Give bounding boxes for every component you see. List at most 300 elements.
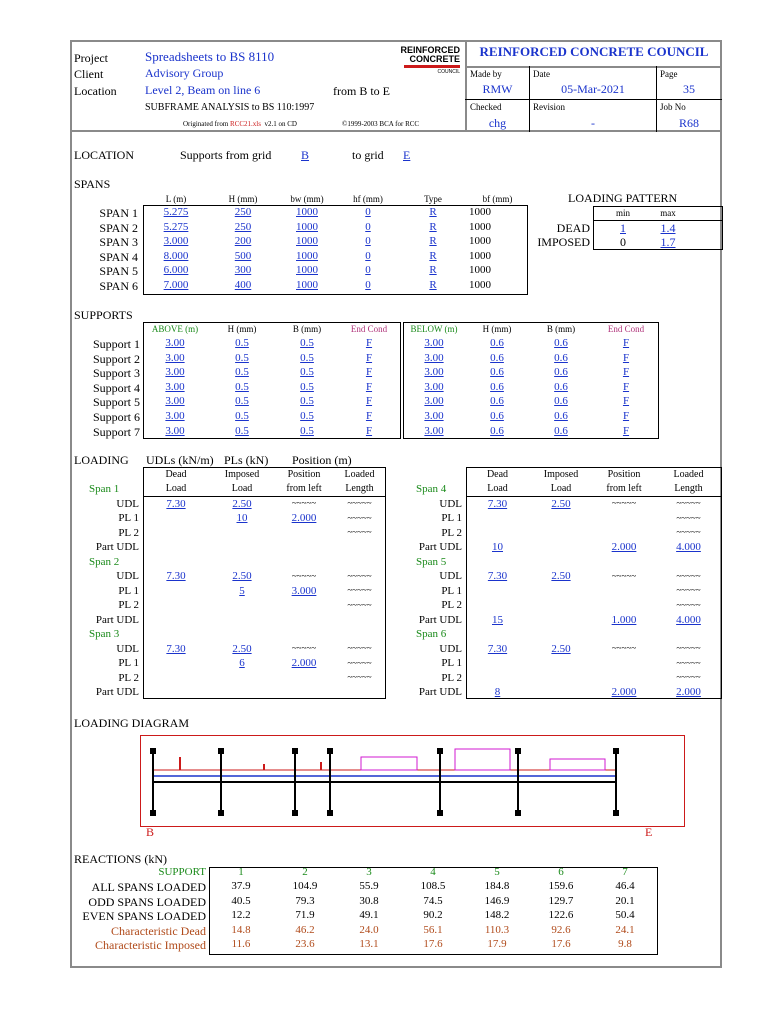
support-row-label: Support 4 [92,380,140,395]
span-cell-H[interactable]: 250 [234,220,252,233]
span-cell-hf[interactable]: 0 [365,235,371,247]
support-row-label: Support 5 [92,395,140,410]
udl-dead[interactable]: 7.30 [166,497,186,510]
lp-dead-min[interactable]: 1 [620,221,626,235]
udl-imposed[interactable]: 2.50 [232,642,252,655]
job-value[interactable]: R68 [678,116,699,130]
pl1-len-blank: ~~~~~ [347,585,372,596]
page-label: Page [660,69,678,79]
pl1-len-blank: ~~~~~ [676,657,701,668]
support-cell-ah[interactable]: 0.5 [235,380,249,393]
reaction-support-number: 6 [558,866,564,878]
page-value[interactable]: 35 [683,82,695,96]
spans-title: SPANS [74,177,111,191]
loading-col-header: Load [231,483,253,494]
reaction-value: 110.3 [484,923,510,936]
udl-dead[interactable]: 7.30 [487,642,508,655]
support-cell-ah[interactable]: 0.5 [235,410,249,422]
support-cell-ab[interactable]: 0.5 [300,337,314,349]
udl-imposed[interactable]: 2.50 [551,642,571,655]
span-cell-hf[interactable]: 0 [365,264,371,276]
loading-row-label: PL 2 [118,526,139,539]
support-row-label: Support 3 [92,366,140,381]
location-title: LOCATION [74,148,134,162]
span-row-label: SPAN 4 [99,249,138,264]
reaction-value: 24.1 [615,923,635,936]
support-cell-bh[interactable]: 0.6 [490,410,504,422]
to-grid-value[interactable]: E [403,148,411,162]
reaction-value: 71.9 [295,909,315,921]
reaction-support-number: 7 [622,866,628,878]
span-cell-type[interactable]: R [429,206,437,218]
loading-col-header: Length [674,483,703,494]
udl-pos-blank: ~~~~~ [291,643,317,654]
loading-row-label: Part UDL [418,613,462,626]
loading-row-label: UDL [116,497,139,510]
pl1-len-blank: ~~~~~ [347,512,372,523]
span-cell-type[interactable]: R [429,264,437,276]
support-cell-a[interactable]: 3.00 [165,395,185,408]
support-row-label: Support 1 [92,337,140,351]
loading-col-header: Loaded [344,469,375,480]
supports-col-header: End Cond [607,324,645,334]
supports-col-header: H (mm) [482,324,512,334]
support-cell-a[interactable]: 3.00 [165,380,185,393]
part-udl-dead[interactable]: 15 [492,613,503,626]
reaction-value: 184.8 [484,880,510,892]
support-cell-ac[interactable]: F [365,366,373,379]
loading-row-label: Part UDL [418,541,462,553]
support-cell-b[interactable]: 3.00 [424,366,444,379]
support-cell-ab[interactable]: 0.5 [300,424,314,437]
udl-len-blank: ~~~~~ [676,643,701,654]
support-cell-bh[interactable]: 0.6 [490,351,504,364]
loading-col-header: from left [286,483,322,494]
originated-line: Originated from RCC21.xls v2.1 on CD [183,120,297,128]
loading-row-label: PL 2 [441,671,462,684]
support-cell-a[interactable]: 3.00 [165,410,185,422]
location-value[interactable]: Level 2, Beam on line 6 [145,83,261,97]
support-cell-bb[interactable]: 0.6 [554,351,568,364]
date-label: Date [533,69,550,79]
support-cell-bb[interactable]: 0.6 [554,337,568,349]
loading-row-label: UDL [439,497,462,510]
supports-col-header: End Cond [350,324,388,334]
reaction-support-number: 5 [494,866,500,878]
loading-row-label: PL 2 [441,526,462,539]
reaction-value: 17.9 [487,938,507,950]
checked-value[interactable]: chg [488,116,507,130]
support-cell-ac[interactable]: F [365,351,373,364]
pl1-len-blank: ~~~~~ [676,585,701,596]
udl-dead[interactable]: 7.30 [166,570,186,583]
support-cell-ac[interactable]: F [365,424,373,437]
part-udl-span6 [550,759,605,770]
revision-value[interactable]: - [591,116,595,130]
pl1-position[interactable]: 3.000 [291,584,317,597]
part-udl-length[interactable]: 4.000 [676,613,701,626]
reaction-row-label: EVEN SPANS LOADED [82,909,206,923]
span-cell-type[interactable]: R [429,220,437,233]
reaction-row-label: ALL SPANS LOADED [91,880,206,894]
reaction-value: 9.8 [618,938,632,950]
udl-imposed[interactable]: 2.50 [232,497,252,510]
reaction-value: 24.0 [359,923,379,936]
checked-label: Checked [470,102,502,112]
support-row-label: Support 2 [92,351,140,366]
reaction-value: 12.2 [231,909,251,921]
loading-col-header: Position [607,469,641,480]
loading-col-header: Length [345,483,374,494]
diagram-left-label: B [146,825,155,839]
support-cell-ac[interactable]: F [365,410,373,422]
udl-pos-blank: ~~~~~ [611,643,637,654]
support-cell-ah[interactable]: 0.5 [235,424,249,437]
reaction-support-number: 3 [366,866,372,878]
spans-col-header: L (m) [165,194,187,204]
part-udl-length[interactable]: 4.000 [676,541,701,553]
reaction-support-number: 1 [238,866,244,878]
udl-len-blank: ~~~~~ [676,570,701,581]
udl-pos-blank: ~~~~~ [291,570,317,581]
client-value[interactable]: Advisory Group [145,66,224,80]
span-row-label: SPAN 2 [99,220,138,235]
udl-imposed[interactable]: 2.50 [232,570,252,583]
diagram-title: LOADING DIAGRAM [74,716,189,730]
loading-col-header: from left [606,483,642,494]
loading-col-header: Load [165,483,187,494]
span-cell-H[interactable]: 250 [234,206,252,218]
support-row-label: Support 7 [92,424,140,439]
loading-row-label: Part UDL [418,686,462,699]
reaction-value: 20.1 [615,894,635,907]
pl2-len-blank: ~~~~~ [347,527,372,537]
loading-span-label: Span 6 [416,628,447,641]
support-cell-ab[interactable]: 0.5 [300,366,314,379]
pl2-len-blank: ~~~~~ [676,599,701,610]
part-udl-dead[interactable]: 8 [494,686,501,699]
reaction-value: 13.1 [359,938,379,950]
loading-row-label: PL 2 [118,671,139,684]
date-value[interactable]: 05-Mar-2021 [561,82,625,96]
span-row-label: SPAN 5 [99,264,138,278]
support-cell-b[interactable]: 3.00 [424,424,444,437]
udl-len-blank: ~~~~~ [676,498,701,508]
support-cell-b[interactable]: 3.00 [424,337,444,349]
support-cell-bc[interactable]: F [622,366,630,379]
lp-dead-max[interactable]: 1.4 [660,221,676,235]
reaction-value: 37.9 [231,880,251,892]
support-cell-bh[interactable]: 0.6 [490,395,504,408]
span-cell-L[interactable]: 5.275 [163,220,189,233]
subtitle: SUBFRAME ANALYSIS to BS 110:1997 [145,102,315,113]
reaction-value: 46.4 [615,880,635,892]
made-by-value[interactable]: RMW [482,82,513,96]
span-cell-L[interactable]: 7.000 [163,278,189,291]
support-cell-a[interactable]: 3.00 [165,424,185,437]
pl1-len-blank: ~~~~~ [347,657,372,668]
span-row-label: SPAN 1 [99,206,138,220]
support-cell-ah[interactable]: 0.5 [235,351,249,364]
support-cell-b[interactable]: 3.00 [424,380,444,393]
support-cell-bb[interactable]: 0.6 [554,410,568,422]
spans-col-header: bf (mm) [482,194,513,204]
loading-row-label: Part UDL [95,613,139,626]
support-cell-a[interactable]: 3.00 [165,337,185,349]
support-row-label: Support 6 [92,410,140,424]
loading-row-label: UDL [116,570,139,583]
span-cell-hf[interactable]: 0 [365,220,371,233]
reaction-value: 23.6 [295,938,315,950]
support-cell-ah[interactable]: 0.5 [235,366,249,379]
reaction-value: 79.3 [295,894,315,907]
loading-row-label: Part UDL [95,541,139,553]
to-grid-label: to grid [352,148,384,162]
loading-col-header: Load [550,483,572,494]
loading-row-label: PL 1 [118,584,139,597]
rcc-logo: REINFORCED CONCRETE COUNCIL [400,45,460,75]
udl-dead[interactable]: 7.30 [487,497,508,510]
loading-col-header: Load [487,483,508,494]
span-cell-H[interactable]: 500 [234,249,252,262]
diagram-right-label: E [645,825,653,839]
span-cell-bf: 1000 [469,278,491,291]
made-by-label: Made by [470,69,502,79]
udl-pos-blank: ~~~~~ [611,570,637,581]
support-cell-bc[interactable]: F [622,380,630,393]
reaction-value: 17.6 [551,938,571,950]
loading-span-label: Span 3 [89,628,120,641]
support-cell-bh[interactable]: 0.6 [490,366,504,379]
support-cell-bc[interactable]: F [622,410,630,422]
loading-span-label: Span 4 [416,483,447,495]
loading-row-label: Part UDL [95,686,139,699]
loading-row-label: PL 1 [441,657,462,670]
support-cell-ac[interactable]: F [365,395,373,408]
span-cell-bw[interactable]: 1000 [296,206,318,218]
span-cell-H[interactable]: 400 [234,278,252,291]
support-cell-bc[interactable]: F [622,424,630,437]
reaction-value: 90.2 [423,909,443,921]
supports-col-header: ABOVE (m) [151,324,199,334]
reaction-row-label: Characteristic Imposed [95,938,206,952]
support-cell-bc[interactable]: F [622,351,630,364]
loading-row-label: UDL [439,570,462,583]
part-udl-position[interactable]: 2.000 [611,541,637,553]
location-range: from B to E [333,84,390,98]
reaction-value: 30.8 [359,894,379,907]
span-cell-bw[interactable]: 1000 [296,278,318,291]
support-cell-bb[interactable]: 0.6 [554,380,568,393]
udl-len-blank: ~~~~~ [347,643,372,654]
lp-imposed-max[interactable]: 1.7 [660,235,676,249]
loading-row-label: PL 1 [118,512,139,524]
revision-label: Revision [533,102,566,112]
reaction-value: 50.4 [615,909,635,921]
reaction-value: 46.2 [295,923,315,936]
support-cell-bb[interactable]: 0.6 [554,395,568,408]
span-cell-type[interactable]: R [429,235,437,247]
udl-dead[interactable]: 7.30 [487,570,508,583]
reaction-value: 108.5 [420,880,446,892]
support-cell-bb[interactable]: 0.6 [554,366,568,379]
loading-row-label: PL 1 [118,657,139,670]
pl1-imposed[interactable]: 5 [239,584,245,597]
pl1-imposed[interactable]: 6 [239,657,245,670]
part-udl-span4 [361,757,417,770]
pl1-position[interactable]: 2.000 [291,657,317,670]
spans-col-header: bw (mm) [290,194,324,204]
loading-pattern-title: LOADING PATTERN [568,191,678,205]
spans-col-header: hf (mm) [353,194,383,204]
loading-col-header: Position [287,469,321,480]
project-label: Project [74,51,108,65]
reaction-support-number: 4 [430,866,436,878]
span-cell-bw[interactable]: 1000 [296,264,318,276]
lp-max-label: max [660,208,676,218]
span-cell-bw[interactable]: 1000 [296,235,318,247]
part-udl-position[interactable]: 2.000 [611,686,637,699]
part-udl-span5 [455,749,510,770]
reaction-row-label: ODD SPANS LOADED [88,894,206,909]
support-cell-ah[interactable]: 0.5 [235,395,249,408]
span-row-label: SPAN 6 [99,278,138,293]
pl1-position[interactable]: 2.000 [291,512,317,524]
supports-col-header: B (mm) [546,324,576,334]
span-cell-H[interactable]: 200 [234,235,252,247]
span-cell-bf: 1000 [469,220,491,233]
support-cell-bh[interactable]: 0.6 [490,380,504,393]
pl1-imposed[interactable]: 10 [236,512,248,524]
support-cell-ab[interactable]: 0.5 [300,380,314,393]
reaction-value: 11.6 [231,938,251,950]
span-cell-type[interactable]: R [429,278,437,291]
span-cell-L[interactable]: 5.275 [163,206,189,218]
reaction-value: 92.6 [551,923,571,936]
spans-col-header: H (mm) [228,194,258,204]
support-cell-b[interactable]: 3.00 [424,351,444,364]
loading-title: LOADING [74,453,129,467]
part-udl-position[interactable]: 1.000 [611,613,637,626]
udl-pos-blank: ~~~~~ [291,498,317,508]
span-cell-L[interactable]: 3.000 [163,235,189,247]
support-cell-a[interactable]: 3.00 [165,366,185,379]
loading-row-label: PL 1 [441,584,462,597]
loading-span-label: Span 2 [89,555,120,568]
reaction-value: 74.5 [423,894,443,907]
loading-col-header: Loaded [673,469,704,480]
spans-col-header: Type [424,194,442,204]
span-cell-bw[interactable]: 1000 [296,220,318,233]
support-cell-b[interactable]: 3.00 [424,395,444,408]
reaction-value: 122.6 [548,909,574,921]
support-cell-bh[interactable]: 0.6 [490,337,504,349]
reaction-value: 49.1 [359,909,379,921]
span-cell-bw[interactable]: 1000 [296,249,318,262]
reaction-support-number: 2 [302,866,308,878]
udl-imposed[interactable]: 2.50 [551,497,571,510]
span-cell-L[interactable]: 8.000 [163,249,189,262]
supports-col-header: B (mm) [292,324,322,334]
support-cell-bc[interactable]: F [622,395,630,408]
loading-diagram [140,735,685,827]
span-cell-type[interactable]: R [429,249,437,262]
council-title: REINFORCED CONCRETE COUNCIL [479,44,709,59]
udl-len-blank: ~~~~~ [347,498,372,508]
udl-units: UDLs (kN/m) [146,453,214,467]
pl2-len-blank: ~~~~~ [676,527,701,537]
span-cell-bf: 1000 [469,235,491,247]
loading-span-label: Span 1 [89,483,120,495]
copyright: ©1999-2003 BCA for RCC [342,120,420,128]
job-label: Job No [660,102,686,112]
project-value[interactable]: Spreadsheets to BS 8110 [145,49,275,64]
loading-row-label: PL 2 [441,599,462,612]
loading-row-label: UDL [439,642,462,655]
support-cell-bb[interactable]: 0.6 [554,424,568,437]
span-cell-hf[interactable]: 0 [365,249,371,262]
span-cell-hf[interactable]: 0 [365,206,371,218]
part-udl-dead[interactable]: 10 [492,541,503,553]
support-cell-ac[interactable]: F [365,380,373,393]
reaction-value: 56.1 [423,923,443,936]
support-cell-bc[interactable]: F [622,337,630,349]
support-cell-ab[interactable]: 0.5 [300,351,314,364]
reaction-row-label: Characteristic Dead [111,923,206,938]
span-cell-bf: 1000 [469,206,491,218]
reaction-value: 55.9 [359,880,379,892]
support-cell-a[interactable]: 3.00 [165,351,185,364]
lp-min-label: min [615,208,630,218]
client-label: Client [74,67,104,81]
support-cell-ab[interactable]: 0.5 [300,395,314,408]
reaction-value: 148.2 [484,909,510,921]
span-row-label: SPAN 3 [99,235,138,249]
reactions-support-label: SUPPORT [158,866,206,878]
supports-title: SUPPORTS [74,308,133,322]
udl-imposed[interactable]: 2.50 [551,570,571,583]
span-cell-bf: 1000 [469,264,491,276]
reaction-value: 104.9 [292,880,318,892]
supports-col-header: H (mm) [227,324,257,334]
lp-imposed-min: 0 [620,235,626,249]
from-grid-value[interactable]: B [301,148,310,162]
loading-col-header: Imposed [543,469,579,480]
part-udl-length[interactable]: 2.000 [676,686,701,699]
span-cell-L[interactable]: 6.000 [163,264,189,276]
reaction-value: 129.7 [548,894,574,907]
udl-dead[interactable]: 7.30 [166,642,186,655]
loading-col-header: Dead [486,469,509,480]
loading-span-label: Span 5 [416,555,447,568]
span-cell-H[interactable]: 300 [234,264,252,276]
reaction-value: 146.9 [484,894,510,907]
support-cell-ah[interactable]: 0.5 [235,337,249,349]
support-cell-b[interactable]: 3.00 [424,410,444,422]
support-cell-bh[interactable]: 0.6 [490,424,504,437]
loading-col-header: Dead [165,469,187,480]
lp-imposed-label: IMPOSED [537,235,590,249]
lp-dead-label: DEAD [556,221,590,235]
support-cell-ac[interactable]: F [365,337,373,349]
reactions-title: REACTIONS (kN) [74,852,167,866]
pl2-len-blank: ~~~~~ [347,672,372,683]
reaction-value: 17.6 [423,938,443,950]
pl2-len-blank: ~~~~~ [347,599,372,610]
reaction-value: 14.8 [231,923,251,936]
span-cell-hf[interactable]: 0 [365,278,371,291]
support-cell-ab[interactable]: 0.5 [300,410,314,422]
